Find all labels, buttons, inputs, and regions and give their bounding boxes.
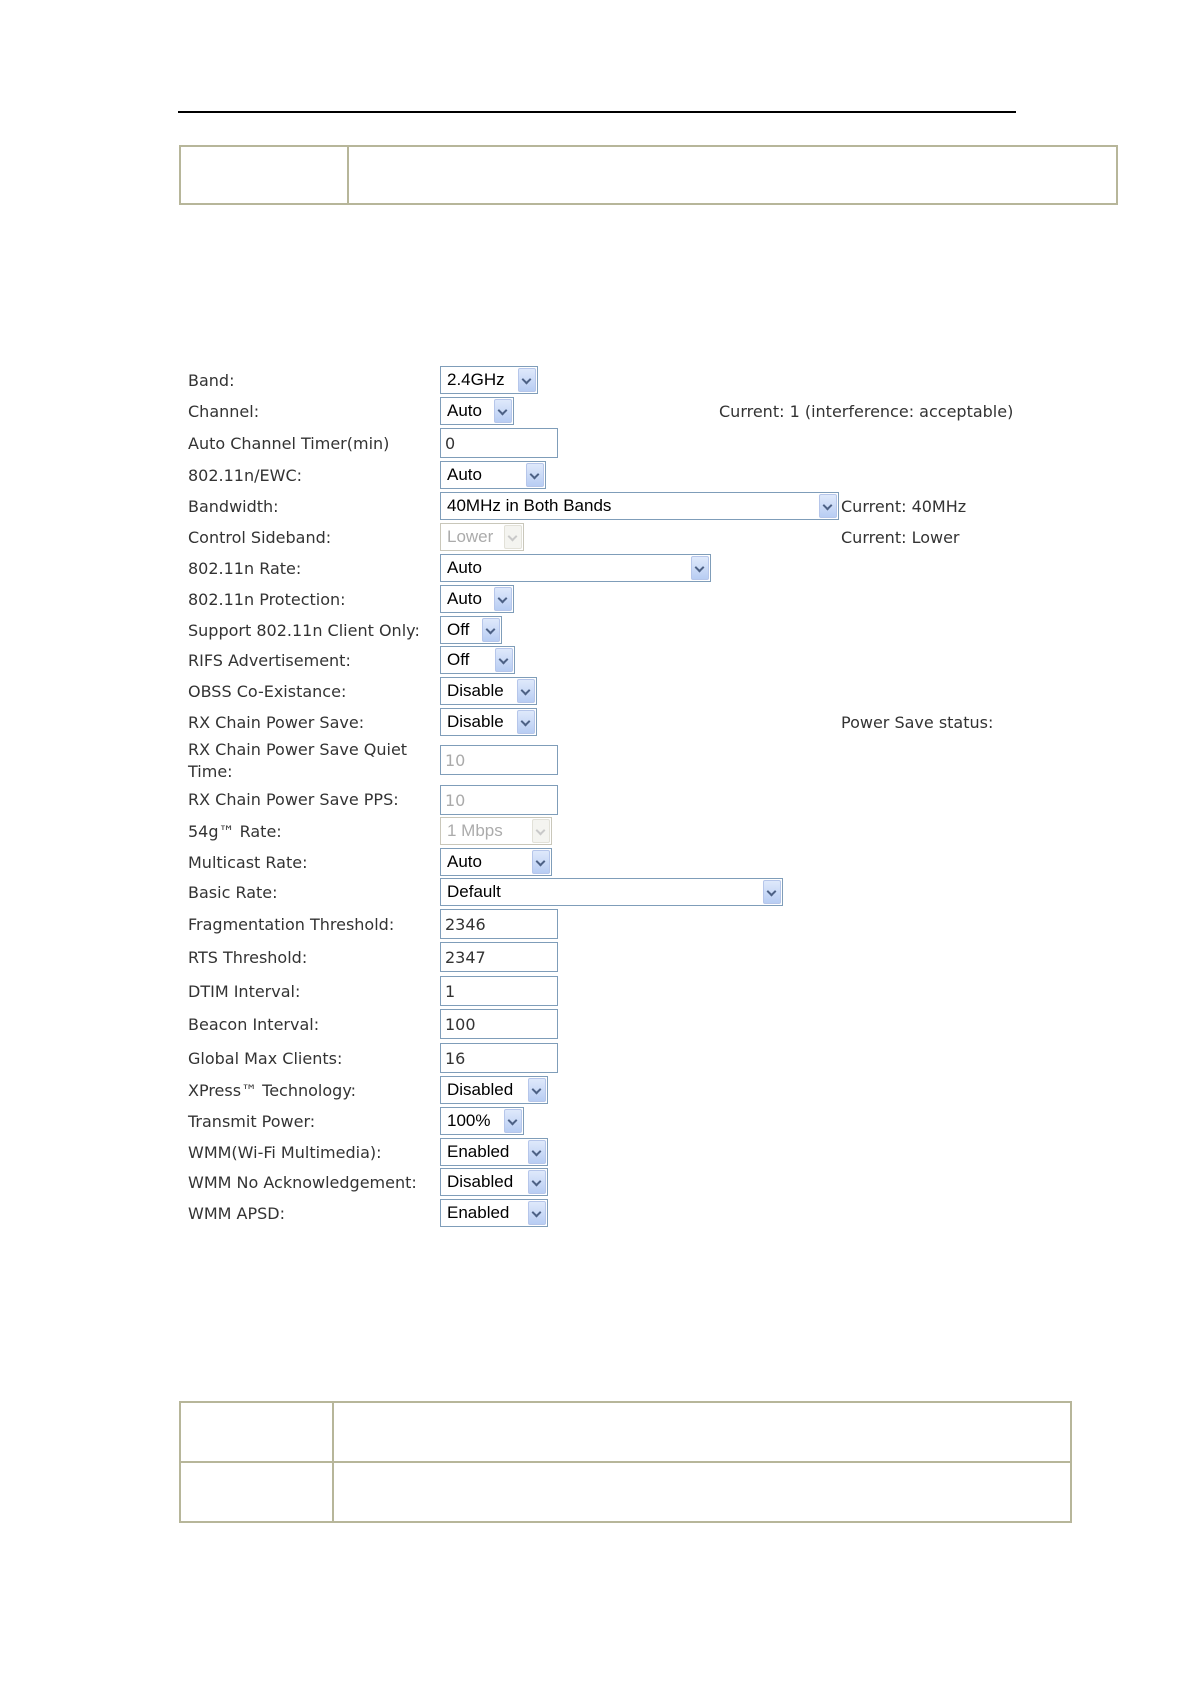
multicast-rate-label: Multicast Rate: <box>188 853 308 872</box>
control-sideband-select <box>440 523 524 551</box>
chevron-down-icon <box>532 819 550 843</box>
wmm-label: WMM(Wi-Fi Multimedia): <box>188 1143 382 1162</box>
chevron-down-icon <box>518 368 536 392</box>
wmm-apsd-label: WMM APSD: <box>188 1204 285 1223</box>
n-client-only-label: Support 802.11n Client Only: <box>188 621 420 640</box>
band-label: Band: <box>188 371 235 390</box>
auto-channel-timer-label: Auto Channel Timer(min) <box>188 434 390 453</box>
bottom-table <box>179 1401 1072 1523</box>
chevron-down-icon <box>482 618 500 642</box>
bandwidth-value: 40MHz in Both Bands <box>447 496 612 515</box>
tx-power-select[interactable] <box>440 1107 524 1135</box>
rx-pps-input <box>440 785 558 815</box>
obss-value: Disable <box>447 681 504 700</box>
chevron-down-icon <box>517 710 535 734</box>
band-value: 2.4GHz <box>447 370 505 389</box>
n-protection-value: Auto <box>447 589 482 608</box>
beacon-input[interactable] <box>440 1009 558 1039</box>
n-rate-select[interactable] <box>440 554 711 582</box>
n-client-only-value: Off <box>447 620 470 639</box>
bandwidth-current-note: Current: 40MHz <box>841 497 967 516</box>
chevron-down-icon <box>494 587 512 611</box>
rts-threshold-input[interactable] <box>440 942 558 972</box>
control-sideband-value: Lower <box>447 527 494 546</box>
n-protection-label: 802.11n Protection: <box>188 590 346 609</box>
bandwidth-label: Bandwidth: <box>188 497 279 516</box>
chevron-down-icon <box>504 525 522 549</box>
frag-threshold-label: Fragmentation Threshold: <box>188 915 395 934</box>
wmm-noack-select[interactable] <box>440 1168 548 1196</box>
chevron-down-icon <box>763 880 781 904</box>
table-cell <box>348 146 1117 204</box>
wmm-apsd-select[interactable] <box>440 1199 548 1227</box>
rx-pps-label: RX Chain Power Save PPS: <box>188 790 399 809</box>
table-cell <box>333 1402 1071 1462</box>
table-cell <box>180 146 348 204</box>
rts-threshold-label: RTS Threshold: <box>188 948 308 967</box>
wmm-select[interactable] <box>440 1138 548 1166</box>
basic-rate-select[interactable] <box>440 878 783 906</box>
multicast-rate-select[interactable] <box>440 848 552 876</box>
band-select[interactable] <box>440 366 538 394</box>
ewc-value: Auto <box>447 465 482 484</box>
chevron-down-icon <box>528 1078 546 1102</box>
tx-power-label: Transmit Power: <box>188 1112 316 1131</box>
frag-threshold-input[interactable] <box>440 909 558 939</box>
rx-power-save-value: Disable <box>447 712 504 731</box>
dtim-label: DTIM Interval: <box>188 982 301 1001</box>
g-rate-value: 1 Mbps <box>447 821 503 840</box>
chevron-down-icon <box>819 494 837 518</box>
basic-rate-label: Basic Rate: <box>188 883 278 902</box>
channel-current-note: Current: 1 (interference: acceptable) <box>719 402 1014 421</box>
auto-channel-timer-input[interactable] <box>440 428 558 458</box>
g-rate-select <box>440 817 552 845</box>
basic-rate-value: Default <box>447 882 501 901</box>
beacon-label: Beacon Interval: <box>188 1015 320 1034</box>
chevron-down-icon <box>517 679 535 703</box>
table-cell <box>180 1402 333 1462</box>
obss-label: OBSS Co-Existance: <box>188 682 347 701</box>
power-save-status-note: Power Save status: <box>841 713 994 732</box>
rx-power-save-select[interactable] <box>440 708 537 736</box>
header-rule <box>178 111 1016 113</box>
ewc-label: 802.11n/EWC: <box>188 466 303 485</box>
chevron-down-icon <box>691 556 709 580</box>
rifs-select[interactable] <box>440 646 515 674</box>
rifs-label: RIFS Advertisement: <box>188 651 351 670</box>
chevron-down-icon <box>494 399 512 423</box>
bandwidth-select[interactable] <box>440 492 839 520</box>
chevron-down-icon <box>528 1170 546 1194</box>
chevron-down-icon <box>532 850 550 874</box>
chevron-down-icon <box>526 463 544 487</box>
chevron-down-icon <box>528 1140 546 1164</box>
rifs-value: Off <box>447 650 470 669</box>
rx-quiet-time-label: RX Chain Power Save Quiet Time: <box>188 740 408 781</box>
wmm-noack-value: Disabled <box>447 1172 514 1191</box>
chevron-down-icon <box>504 1109 522 1133</box>
xpress-select[interactable] <box>440 1076 548 1104</box>
top-table <box>179 145 1118 205</box>
channel-select[interactable] <box>440 397 514 425</box>
n-rate-value: Auto <box>447 558 482 577</box>
channel-label: Channel: <box>188 402 260 421</box>
wmm-value: Enabled <box>447 1142 510 1161</box>
wmm-apsd-value: Enabled <box>447 1203 510 1222</box>
rx-power-save-label: RX Chain Power Save: <box>188 713 365 732</box>
rx-quiet-time-input <box>440 745 558 775</box>
xpress-label: XPress™ Technology: <box>188 1081 357 1100</box>
max-clients-input[interactable] <box>440 1043 558 1073</box>
xpress-value: Disabled <box>447 1080 514 1099</box>
chevron-down-icon <box>528 1201 546 1225</box>
obss-select[interactable] <box>440 677 537 705</box>
table-cell <box>180 1462 333 1522</box>
table-cell <box>333 1462 1071 1522</box>
chevron-down-icon <box>495 648 513 672</box>
tx-power-value: 100% <box>447 1111 491 1130</box>
channel-value: Auto <box>447 401 482 420</box>
n-protection-select[interactable] <box>440 585 514 613</box>
dtim-input[interactable] <box>440 976 558 1006</box>
control-sideband-label: Control Sideband: <box>188 528 332 547</box>
wmm-noack-label: WMM No Acknowledgement: <box>188 1173 417 1192</box>
n-client-only-select[interactable] <box>440 616 502 644</box>
n-rate-label: 802.11n Rate: <box>188 559 302 578</box>
control-sideband-current-note: Current: Lower <box>841 528 960 547</box>
g-rate-label: 54g™ Rate: <box>188 822 282 841</box>
ewc-select[interactable] <box>440 461 546 489</box>
multicast-rate-value: Auto <box>447 852 482 871</box>
max-clients-label: Global Max Clients: <box>188 1049 343 1068</box>
